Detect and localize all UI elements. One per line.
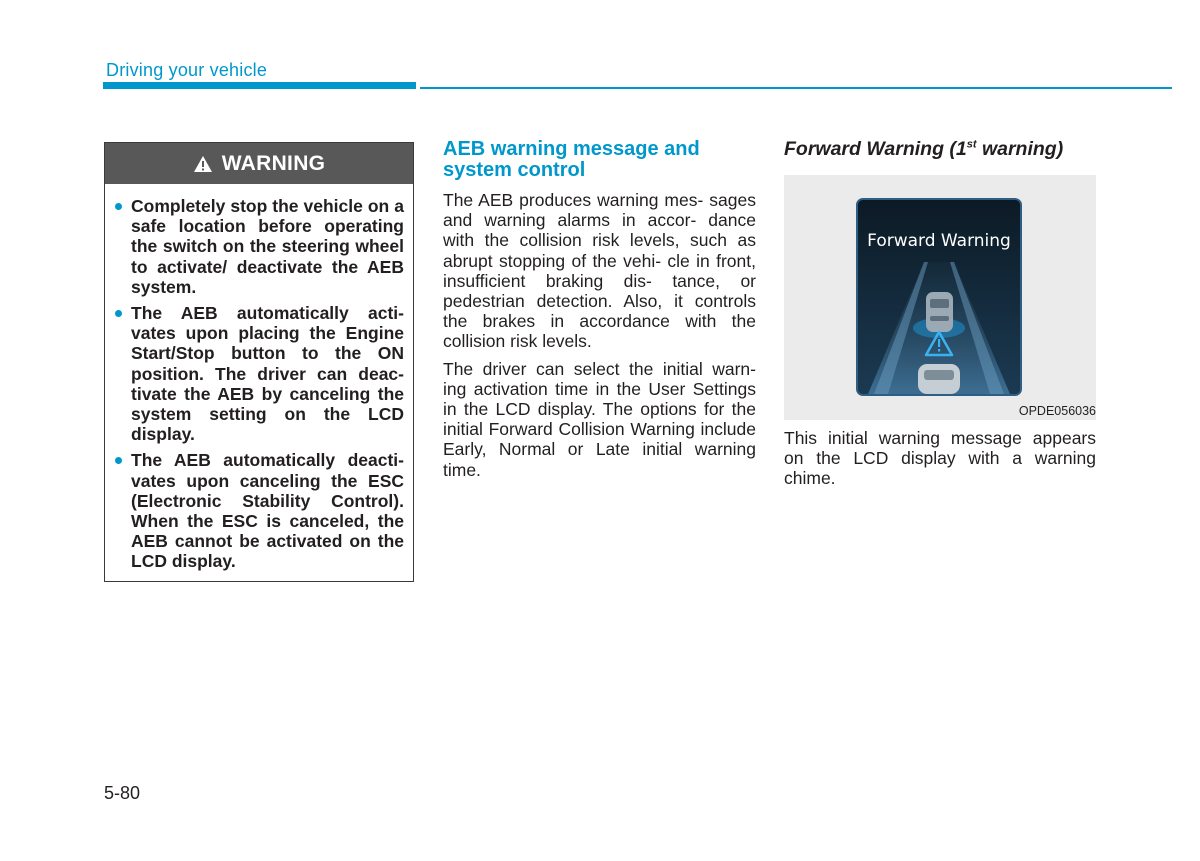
header-rule-thin bbox=[420, 87, 1172, 89]
warning-item: Completely stop the vehicle on a safe location before operating the switch on the steering wheel to activate/ deactivate the AEB system. bbox=[131, 196, 404, 297]
section-body bbox=[443, 190, 756, 487]
lcd-display bbox=[856, 198, 1022, 396]
figure-code: OPDE056036 bbox=[1018, 404, 1096, 418]
lcd-warning-text: Forward Warning bbox=[867, 231, 1011, 251]
warning-item: The AEB automatically acti- vates upon placing the Engine Start/Stop button to the ON position. The driver can deac- tivate the AEB by canceling the system setting on the LCD display. bbox=[131, 303, 404, 445]
body-paragraph: The AEB produces warning mes- sages and warning alarms in accor- dance with the collision risk levels, such as abrupt stopping of the vehi- cle in front, insufficient braking dis- tance, or pedestrian detection. Also, it controls the brakes in accordance with the collision risk levels. bbox=[443, 190, 756, 352]
warning-item: The AEB automatically deacti- vates upon canceling the ESC (Electronic Stability Control). When the ESC is canceled, the AEB cannot be activated on the LCD display. bbox=[131, 450, 404, 572]
figure-title bbox=[784, 138, 1063, 161]
figure-title-end: warning) bbox=[976, 138, 1064, 160]
warning-header bbox=[105, 143, 413, 184]
warning-box bbox=[104, 142, 414, 582]
warning-title: WARNING bbox=[221, 151, 326, 175]
figure-title-main: Forward Warning (1 bbox=[784, 138, 967, 160]
page-number: 5-80 bbox=[104, 783, 141, 803]
warning-list bbox=[105, 184, 413, 572]
lcd-figure bbox=[784, 175, 1096, 420]
road-illustration bbox=[858, 200, 1020, 394]
header-rule-thick bbox=[103, 82, 416, 89]
figure-caption: This initial warning message appears on the LCD display with a warning chime. bbox=[784, 428, 1096, 489]
warning-triangle-icon bbox=[193, 155, 213, 173]
figure-title-superscript: st bbox=[966, 138, 977, 151]
section-title: AEB warning message and system control bbox=[443, 138, 700, 181]
body-paragraph: The driver can select the initial warn- ing activation time in the User Settings in the LCD display. The options for the initial Forward Collision Warning include Early, Normal or Late initial warning time. bbox=[443, 358, 756, 480]
running-header: Driving your vehicle bbox=[106, 60, 268, 80]
